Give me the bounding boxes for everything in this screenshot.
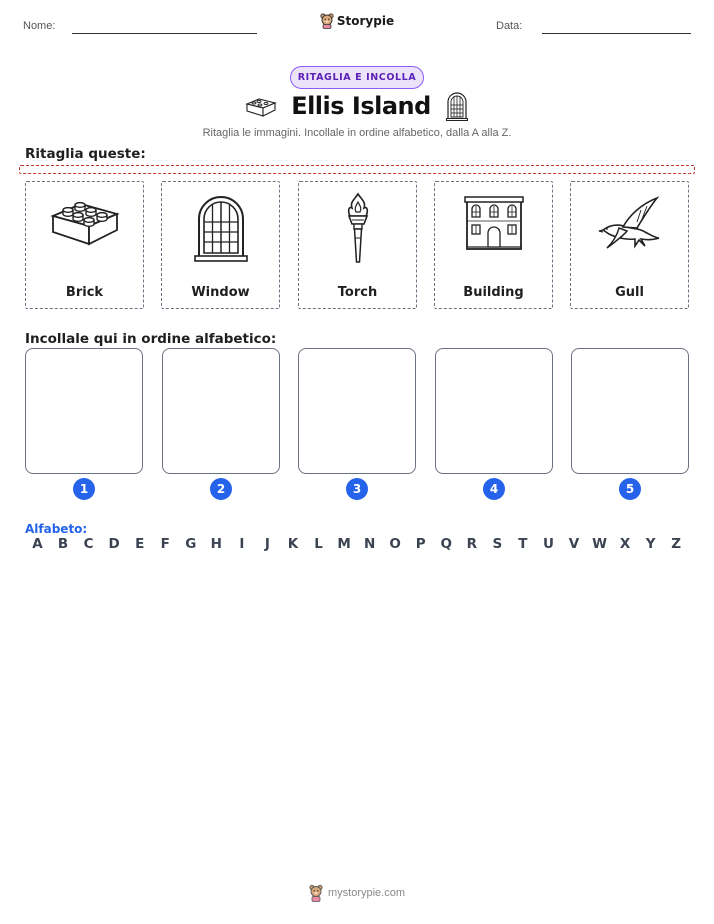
name-label: Nome: (23, 20, 56, 32)
brick-icon (49, 192, 121, 248)
alphabet-letter-k: K (287, 536, 299, 552)
paste-heading: Incollale qui in ordine alfabetico: (25, 331, 277, 347)
paste-box-2[interactable] (162, 348, 280, 474)
alphabet-letter-i: I (239, 536, 245, 552)
cut-card-gull[interactable] (570, 181, 689, 309)
number-badge-4: 4 (483, 478, 505, 500)
alphabet-letter-z: Z (671, 536, 682, 552)
alphabet-letter-s: S (492, 536, 503, 552)
alphabet-letter-y: Y (645, 536, 656, 552)
cut-line (19, 165, 695, 174)
window-icon (191, 191, 251, 263)
paste-box-4[interactable] (435, 348, 553, 474)
cut-heading: Ritaglia queste: (25, 146, 146, 162)
number-badge-2: 2 (210, 478, 232, 500)
cut-card-window[interactable] (161, 181, 280, 309)
cut-card-torch[interactable] (298, 181, 417, 309)
activity-badge: RITAGLIA E INCOLLA (290, 66, 424, 89)
alphabet-letter-r: R (466, 536, 477, 552)
footer (0, 884, 714, 902)
alphabet-letter-w: W (592, 536, 607, 552)
window-icon (445, 91, 469, 121)
paste-box-1[interactable] (25, 348, 143, 474)
alphabet-letter-v: V (568, 536, 580, 552)
paste-box-5[interactable] (571, 348, 689, 474)
number-badge-5: 5 (619, 478, 641, 500)
cut-card-brick[interactable] (25, 181, 144, 309)
date-line (542, 33, 691, 34)
alphabet-letter-o: O (389, 536, 401, 552)
alphabet-letter-f: F (160, 536, 170, 552)
footer-site: mystorypie.com (327, 887, 406, 899)
card-label: Window (191, 285, 250, 300)
number-badge-3: 3 (346, 478, 368, 500)
alphabet-letter-j: J (264, 536, 270, 552)
alphabet-letter-d: D (108, 536, 120, 552)
alphabet-letter-q: Q (440, 536, 452, 552)
brand-logo (0, 13, 714, 33)
card-label: Brick (65, 285, 104, 300)
instructions: Ritaglia le immagini. Incollale in ordine alfabetico, dalla A alla Z. (202, 127, 512, 139)
brand-name: Storypie (336, 14, 395, 28)
building-icon (463, 191, 525, 253)
name-line (72, 33, 257, 34)
alphabet-letter-n: N (363, 536, 376, 552)
alphabet-letter-t: T (518, 536, 528, 552)
card-label: Building (463, 285, 524, 300)
bear-mascot-icon (320, 13, 334, 29)
alphabet-heading: Alfabeto: (25, 522, 88, 536)
title-row (0, 91, 714, 121)
cut-card-building[interactable] (434, 181, 553, 309)
paste-box-3[interactable] (298, 348, 416, 474)
bear-mascot-icon (309, 884, 323, 902)
alphabet-letter-u: U (542, 536, 554, 552)
date-label: Data: (496, 20, 523, 32)
alphabet-letter-c: C (83, 536, 94, 552)
alphabet-letter-g: G (185, 536, 197, 552)
alphabet-letter-p: P (415, 536, 426, 552)
brick-icon (245, 94, 277, 118)
alphabet-letter-b: B (57, 536, 69, 552)
torch-icon (338, 190, 378, 266)
alphabet-letter-l: L (314, 536, 323, 552)
alphabet-letter-e: E (135, 536, 145, 552)
gull-icon (597, 194, 663, 254)
number-badge-1: 1 (73, 478, 95, 500)
card-label: Gull (615, 285, 644, 300)
alphabet-letter-h: H (210, 536, 222, 552)
alphabet-letter-a: A (32, 536, 43, 552)
alphabet-letter-m: M (337, 536, 351, 552)
card-label: Torch (337, 285, 378, 300)
alphabet-letter-x: X (619, 536, 631, 552)
page-title: Ellis Island (291, 92, 431, 120)
alphabet-row (25, 536, 689, 552)
